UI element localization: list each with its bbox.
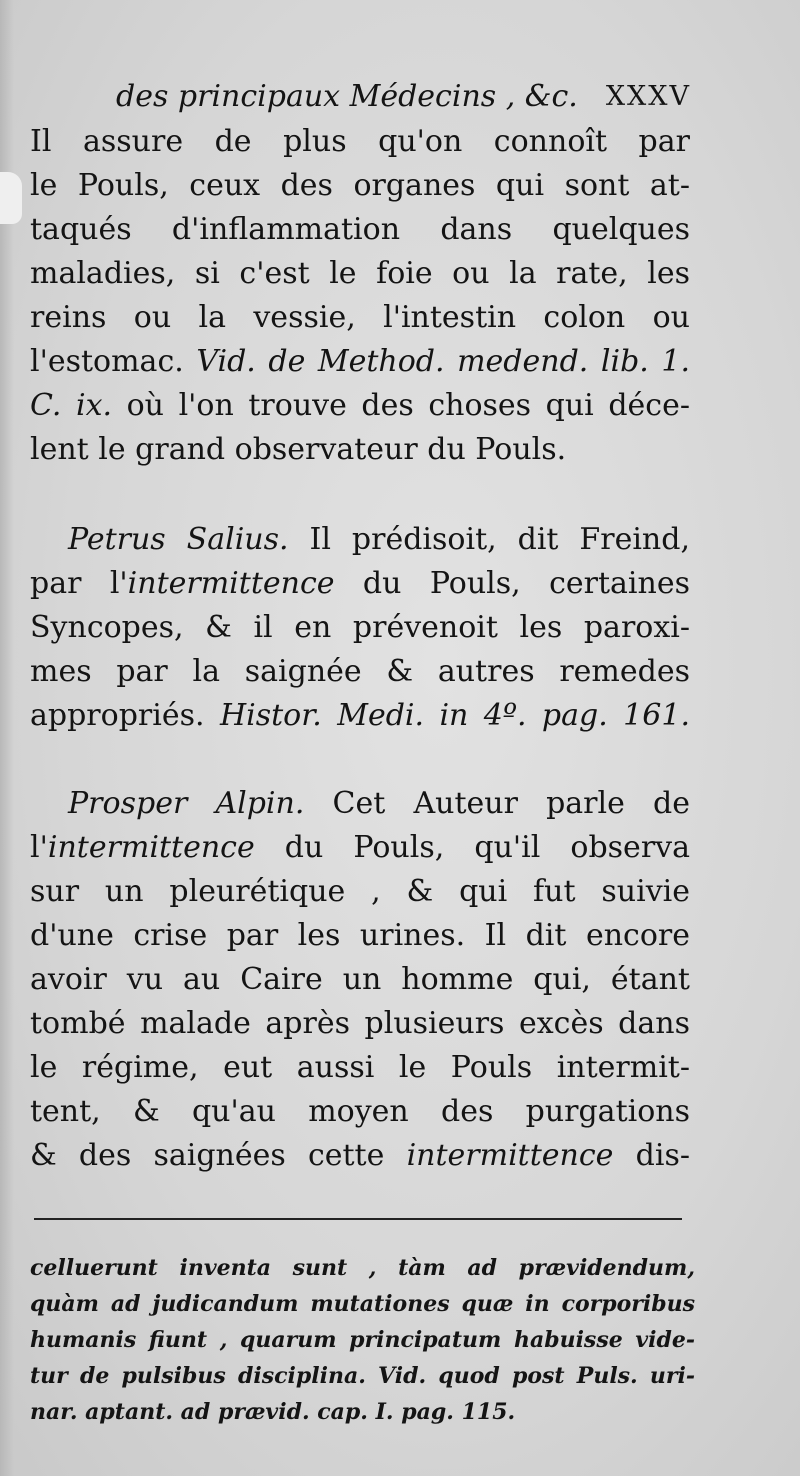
emphasis: intermittence [406,1138,614,1173]
text-line: par l'intermittence du Pouls, certaines [30,566,690,601]
text-line: Petrus Salius. Il prédisoit, dit Freind, [68,522,690,557]
author-name: Petrus Salius. [68,522,289,557]
text-line: l'intermittence du Pouls, qu'il observa [30,830,690,865]
text-line: tent, & qu'au moyen des purgations [30,1094,690,1129]
text-line: lent le grand observateur du Pouls. [30,432,567,467]
text-line: tombé malade après plusieurs excès dans [30,1006,690,1041]
text-line: Il assure de plus qu'on connoît par [30,124,690,159]
text-line: Syncopes, & il en prévenoit les paroxi- [30,610,690,645]
citation: Vid. de Method. medend. lib. 1. [196,344,690,379]
text-line: sur un pleurétique , & qui fut suivie [30,874,690,909]
emphasis: intermittence [47,830,255,865]
footnote-line: humanis fiunt , quarum principatum habuisse vide- [30,1327,695,1353]
author-name: Prosper Alpin. [68,786,305,821]
text-line: taqués d'inflammation dans quelques [30,212,690,247]
text-line: le Pouls, ceux des organes qui sont at- [30,168,690,203]
text-line: l'estomac. Vid. de Method. medend. lib. 1. [30,344,690,379]
text-line: & des saignées cette intermittence dis- [30,1138,690,1173]
page-number: XXXV [605,81,691,112]
text-line: appropriés. Histor. Medi. in 4º. pag. 161. [30,698,690,733]
citation: C. ix. [30,388,113,423]
text-line: reins ou la vessie, l'intestin colon ou [30,300,690,335]
page-tear [0,172,22,224]
footnote-line: celluerunt inventa sunt , tàm ad prævidendum, [30,1255,695,1281]
text-line: maladies, si c'est le foie ou la rate, les [30,256,690,291]
footnote-line: quàm ad judicandum mutationes quæ in corporibus [30,1291,695,1317]
citation: Histor. Medi. in 4º. pag. 161. [219,698,690,733]
running-head-title: des principaux Médecins , &c. [116,79,578,114]
text-line: C. ix. où l'on trouve des choses qui déce- [30,388,690,423]
text-line: d'une crise par les urines. Il dit encore [30,918,690,953]
text-line: Prosper Alpin. Cet Auteur parle de [68,786,690,821]
text-line: avoir vu au Caire un homme qui, étant [30,962,690,997]
footnote-line: nar. aptant. ad prævid. cap. I. pag. 115. [30,1399,516,1425]
footnote-rule [34,1218,682,1220]
text-line: mes par la saignée & autres remedes [30,654,690,689]
text-line: le régime, eut aussi le Pouls intermit- [30,1050,690,1085]
emphasis: intermittence [127,566,335,601]
footnote-line: tur de pulsibus disciplina. Vid. quod post Puls. uri- [30,1363,695,1389]
running-head [116,74,691,120]
